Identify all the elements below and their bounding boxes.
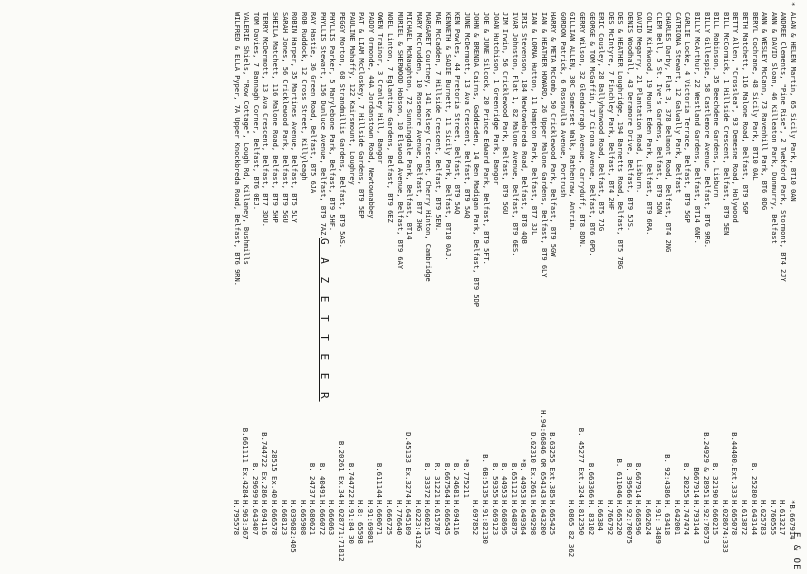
entry-name-address: BETTY Allen, "Crosslea", 93 Demesne Road, Holywood xyxy=(731,12,740,223)
entry-business-phone: B. 92:4386 xyxy=(663,454,673,498)
entry-name-address: IAN & LORNA Hutton, 11 Hampton Park, Belfast, BT7 3JL xyxy=(529,12,538,236)
entry-home-phone: H.694116 xyxy=(452,500,462,536)
entry-name-address: CHARLES Darby, Flat 3, 378 Belmont Road, Belfast, BT4 2NG xyxy=(664,12,673,253)
entry-name-address: SARAH Jones, 56 Cricklewood Park, Belfast, BT9 5GU xyxy=(280,12,289,223)
entry-name-address: JUNE McDermott, 13 Ava Crescent, Belfast, BT9 5AQ xyxy=(462,12,471,219)
entry-home-phone: H.91:82130 xyxy=(481,500,490,544)
entry-business-phone: D.62310 Ex.2661 xyxy=(528,432,538,498)
list-item xyxy=(490,0,500,574)
entry-business-phone: B. 45277 Ext.324 xyxy=(576,427,586,498)
list-item xyxy=(711,0,721,574)
entry-home-phone: H.694116 xyxy=(260,500,270,536)
entry-home-phone: H.648875 xyxy=(509,500,519,536)
page-code: E & OE xyxy=(791,532,801,571)
list-item xyxy=(260,0,270,574)
entry-business-phone: B. 24737 xyxy=(308,462,318,498)
list-item xyxy=(365,0,375,574)
entry-name-address: PEGGY Morton, 68 Strandmillis Gardens, Belfast, BT9 5AS. xyxy=(338,12,347,249)
entry-home-phone: H.666072 xyxy=(317,500,327,536)
entry-home-phone: H.665078 xyxy=(730,500,740,536)
entry-business-phone: B.24929 & 28951 xyxy=(701,432,711,498)
entry-name-address: PHYLLIS Stewart, 156 Dunluce Avenue, Belfast, BT9 7AZ. xyxy=(318,12,327,240)
list-item xyxy=(394,0,404,574)
entry-name-address: MAE McCadden, 7 Hillside Crescent, Belfast, BT9 5EN. xyxy=(434,12,443,232)
entry-business-phone: B. 32190 xyxy=(711,462,721,498)
entry-home-phone: H.66384 xyxy=(596,500,606,531)
entry-business-phone: B.20261 Ex.34 xyxy=(337,440,347,498)
list-item xyxy=(538,0,548,574)
entry-home-phone: H.660215 xyxy=(423,500,433,536)
entry-name-address: OWEN Trainor, 3 Cranley Hill, Bangor xyxy=(376,12,385,164)
list-item xyxy=(384,0,394,574)
entry-home-phone: H.92:70573 xyxy=(701,500,711,544)
entry-name-address: MARY McCrudden, 10 Rosemore Avenue, Belfast, BT7 3HG xyxy=(414,12,423,232)
entry-business-phone: B.661111 Ex.4284 xyxy=(241,427,251,498)
entry-home-phone: H.668123 xyxy=(279,500,289,536)
entry-home-phone: H.793144 xyxy=(692,500,702,536)
entry-business-phone: B.744722 Ex.286 xyxy=(260,432,270,498)
entry-name-address: PADDY Ormonde, 44A Jordanstown Road, Newtownabbey xyxy=(366,12,375,219)
entry-home-phone: H.649364 xyxy=(519,500,529,536)
entry-home-phone: H.613872 xyxy=(740,500,750,536)
list-item xyxy=(768,0,778,574)
list-item xyxy=(317,0,327,574)
entry-home-phone: H.665425 xyxy=(548,500,558,536)
entry-home-phone: H.91:84 30 xyxy=(346,500,356,544)
entry-business-phone: B. 24681 xyxy=(452,462,462,498)
entry-business-phone: B. 29699 xyxy=(250,462,260,498)
entry-business-phone: D.45133 Ex.3274 xyxy=(404,432,414,498)
entry-name-address: MURIEL & SHERWOOD Hobson, 10 Elswood Avenue, Belfast, BT9 6AY xyxy=(395,12,404,270)
entry-home-phone: H.668695 xyxy=(500,500,510,536)
list-item xyxy=(241,0,251,574)
list-item xyxy=(778,0,788,574)
entry-business-phone: B.667564 xyxy=(442,462,452,498)
list-item xyxy=(509,0,519,574)
entry-name-address: GILLIAN ALLEN, 30C Somerset Walk, Rathenraw, Antrim. xyxy=(568,12,577,232)
entry-marker: * xyxy=(788,2,797,7)
entry-home-phone: H.666578 xyxy=(269,500,279,536)
list-item xyxy=(672,0,682,574)
list-item xyxy=(423,0,433,574)
entry-home-phone: H.963:367 xyxy=(241,500,251,540)
entry-home-phone: H. 63418 xyxy=(663,500,673,536)
entry-home-phone: H.91:69801 xyxy=(365,500,375,544)
entry-business-phone: B. 59355 xyxy=(490,462,500,498)
list-item xyxy=(250,0,260,574)
entry-home-phone: H.697852 xyxy=(471,500,481,536)
entry-name-address: GERRY Wilson, 32 Glendarragh Avenue, Carryduff, BT8 8DN. xyxy=(577,12,586,249)
entry-business-phone: B. 40491 xyxy=(317,462,327,498)
entry-name-address: CARLIE Locke, 4 Victoria Terrace, Belfast, BT9 5GP xyxy=(683,12,692,223)
list-item xyxy=(356,0,366,574)
list-item xyxy=(442,0,452,574)
entry-name-address: JIM Irwin, 56 Cricklewood Park, Belfast, BT9 5GU xyxy=(501,12,510,215)
entry-name-address: IAN & HEATHER HOWARD, 26 Upper Malone Gardens, Belfast, BT9 6LY xyxy=(539,12,548,278)
entry-name-address: DES McIntyre, 7 Finchley Park, Belfast, BT4 2HF xyxy=(606,12,615,211)
entry-home-phone: H.645109 xyxy=(404,500,414,536)
list-item xyxy=(701,0,711,574)
entry-home-phone: H.643407 xyxy=(250,500,260,536)
list-item xyxy=(644,0,654,574)
list-item xyxy=(596,0,606,574)
list-item xyxy=(586,0,596,574)
entry-business-phone: B.44400.Ext.333 xyxy=(730,432,740,498)
entry-name-address: ROBIN Harper, 35 Martines Avenue, Belfast, BT5 5LY xyxy=(290,12,299,223)
list-item xyxy=(279,0,289,574)
list-item xyxy=(739,0,749,574)
entry-home-phone: H.668596 xyxy=(634,500,644,536)
entry-name-address: DAVID Megarry, 21 Plantation Road, Lisburn. xyxy=(635,12,644,194)
entry-business-phone: B.611144 xyxy=(375,462,385,498)
entry-business-phone: B. 611046 xyxy=(615,458,625,498)
list-item xyxy=(567,0,577,574)
list-item xyxy=(605,0,615,574)
entry-name-address: IVAR Johnston, Flat 1, 82 Malone Avenue, Belfast, BT9 6ES. xyxy=(510,12,519,257)
entry-name-address: RAY Hastie, 36 Green Road, Belfast, BT5 6JA xyxy=(309,12,318,194)
entry-name-address: VALERIE Shiels, "Row Cottage", Lough Rd, Killaney, Bushmills xyxy=(242,12,251,265)
list-item xyxy=(471,0,481,574)
entry-home-phone: H.643144 xyxy=(749,500,759,536)
entry-business-phone: B. 33372 xyxy=(423,462,433,498)
entry-name-address: PAULINE Mahaffy, 122 Kairsmount, Loughrey xyxy=(347,12,356,185)
list-item xyxy=(452,0,462,574)
entry-home-phone: H.662624 xyxy=(644,500,654,536)
entry-home-phone: H.028771:71812 xyxy=(337,500,347,562)
entry-name-address: TOM Davies, 7 Bannagh Corner, Belfast, BT6 0EJ. xyxy=(251,12,260,211)
list-item xyxy=(557,0,567,574)
list-item xyxy=(413,0,423,574)
entry-name-address: GORDON Patrick, 6 Rossnulla Avenue, Portrush xyxy=(558,12,567,198)
entry-home-phone: H.660215 xyxy=(711,500,721,536)
entry-name-address: ANN & DAVID Sloan, 46 Killeaton Park, Dunmurry, Belfast xyxy=(769,12,778,244)
entry-name-address: DENIS Woodhall, 43 Deramore Drive, Belfast, BT9 5JS. xyxy=(625,12,634,232)
list-item xyxy=(337,0,347,574)
list-item xyxy=(624,0,634,574)
list-item xyxy=(480,0,490,574)
entry-business-phone: B. 25280 xyxy=(749,462,759,498)
entry-name-address: JOE & JUNE Silcock, 20 Prince Edward Park, Belfast, BT9 5FT. xyxy=(482,12,490,265)
entry-name-address: BERYL Cochrane, 48 Sicily Park, BT10 0AL xyxy=(750,12,759,181)
list-item xyxy=(663,0,673,574)
entry-home-phone: H.666063 xyxy=(327,500,337,536)
list-item xyxy=(289,0,299,574)
entry-business-phone: B.744722 xyxy=(346,462,356,498)
entry-home-phone: H. 83102 xyxy=(586,500,596,536)
entry-name-address: PHYLLIS Parker, 5 Marylebone Park, Belfast, BT9 5HF. xyxy=(328,12,337,232)
entry-home-phone: H.0865 82 362 xyxy=(567,500,577,558)
entry-name-address: CATRIONA Stewart, 12 Galwally Park, Belfast xyxy=(673,12,682,194)
gazetteer-list xyxy=(231,0,797,574)
entry-business-phone: 28515 Ex.40 xyxy=(269,449,279,498)
entry-business-phone: B. 6B:5135 xyxy=(481,454,490,498)
entry-business-phone: B.667914 xyxy=(634,462,644,498)
entry-name-address: MARGARET Courtney, 141 Kelsey Crescent, Cherry Hinton, Cambridge xyxy=(424,12,433,282)
entry-home-phone: H.625783 xyxy=(759,500,769,536)
entry-name-address: NOEL Linton, 7 Eglantine Gardens, Belfast, BT9 6EZ xyxy=(386,12,395,223)
entry-name-address: ROB Ruddock, 12 Cross Street, Killyleagh xyxy=(299,12,308,181)
entry-name-address: PAT & LIAM McCloskey, 7 Hillside Gardens, BT9 5EP xyxy=(357,12,366,219)
entry-name-address: WILFRED & ELLA Pyper, 7A Upper Knockbreda Road, Belfast, BT6 9RN. xyxy=(232,12,241,286)
entry-business-phone: R. 31221 xyxy=(433,462,443,498)
entry-name-address: ANDREE Clements, "Pine Rise", 2 Twekford Park, Stormont, BT4 2JY xyxy=(779,12,788,282)
entry-name-address: BILLY Gillespie, 58 Castlemore Avenue, Belfast, BT6 9RG. xyxy=(702,12,711,249)
entry-home-phone: H.028674:333 xyxy=(720,500,730,553)
entry-home-phone: H.665220 xyxy=(615,500,625,536)
list-item xyxy=(653,0,663,574)
list-item xyxy=(691,0,701,574)
entry-home-phone: H.8: 65598 xyxy=(356,500,366,544)
entry-home-phone: H.91: 3489 xyxy=(653,500,663,544)
list-item xyxy=(787,0,797,574)
entry-business-phone: *B. 44953 xyxy=(519,458,529,498)
list-item xyxy=(730,0,740,574)
list-item xyxy=(298,0,308,574)
entry-business-phone: B. 44953 xyxy=(500,462,510,498)
list-item xyxy=(231,0,241,574)
entry-business-phone: B. 39566 xyxy=(624,462,634,498)
entry-name-address: BILL Robinson, 35 Beechdene Gardens, Lisburn xyxy=(712,12,721,198)
list-item xyxy=(461,0,471,574)
list-item xyxy=(519,0,529,574)
list-item xyxy=(548,0,558,574)
entry-home-phone: H.642001 xyxy=(672,500,682,536)
entry-home-phone: H.0223:4132 xyxy=(413,500,423,549)
entry-home-phone: H.039682:405 xyxy=(289,500,299,553)
entry-name-address: ERIC Cousley, 28 Ballyhanwood Road, Belfast, BT5 7JG xyxy=(597,12,606,232)
entry-name-address: KEN Powles, 44 Pretoria Street, Belfast, BT9 5AQ xyxy=(453,12,462,215)
entry-home-phone: H.649298 xyxy=(528,500,538,536)
entry-business-phone: H.94:66846 OR 654143 xyxy=(538,410,548,498)
list-item xyxy=(308,0,318,574)
list-item xyxy=(346,0,356,574)
entry-name-address: HARRY & META McComb, 50 Cricklewood Park, Belfast, BT9 5GW xyxy=(549,12,558,257)
entry-home-phone: H.615787 xyxy=(433,500,443,536)
list-item xyxy=(500,0,510,574)
entry-name-address: SHEILA Matchett, 116 Malone Road, Belfast, BT9 5HP xyxy=(270,12,279,223)
entry-home-phone: H.666545 xyxy=(442,500,452,536)
entry-name-address: TERRY McDermott, 13 Ava Crescent, Belfast, BT7 3DU. xyxy=(261,12,270,227)
entry-business-phone: B.63255 Ext.385 xyxy=(548,432,558,498)
entry-name-address: GEORGE & TOM McGaffin, 17 Cirona Avenue, Belfast, BT6 6PD. xyxy=(587,12,596,257)
entry-home-phone: H.747474 xyxy=(682,500,692,536)
entry-name-address: ALAN & HELEN Martin, 65 Sicily Park, BT10 0AN xyxy=(789,12,797,202)
entry-business-phone: *B.775211 xyxy=(461,458,471,498)
entry-name-address: JOHN & BRENDA Cairns, Gaddesden, 14 Ben Madigan Park, Belfast, BT9 5DP xyxy=(472,12,481,308)
entry-business-phone: B. 20255 xyxy=(682,462,692,498)
entry-home-phone: H.680621 xyxy=(308,500,318,536)
list-item xyxy=(375,0,385,574)
entry-name-address: KENNETH & SADIE Burnett, 11 Sicily Park, Belfast, BT10 0AJ. xyxy=(443,12,452,261)
entry-home-phone: H.665908 xyxy=(298,500,308,536)
entry-home-phone: H.666725 xyxy=(385,500,395,536)
entry-home-phone: H.92:70075 xyxy=(624,500,634,544)
list-item xyxy=(432,0,442,574)
entry-home-phone: H.660671 xyxy=(375,500,385,536)
entry-name-address: CLEM Bell, 5 St. Ive's Gardens, Belfast, BT9 5DN xyxy=(654,12,663,215)
list-item xyxy=(576,0,586,574)
entry-home-phone: H.669123 xyxy=(490,500,500,536)
entry-name-address: BILLY McArthur, 22 Westland Gardens, Belfast, BT14 6NF. xyxy=(693,12,702,244)
list-item xyxy=(327,0,337,574)
list-item xyxy=(528,0,538,574)
entry-home-phone: H.613217 xyxy=(778,500,788,536)
list-item xyxy=(759,0,769,574)
entry-business-phone: B.663366 xyxy=(586,462,596,498)
list-item xyxy=(749,0,759,574)
entry-home-phone: H.812350 xyxy=(576,500,586,536)
entry-name-address: DES & HEATHER Loughridge, 194 Barnetts Road, Belfast, BT5 7BG xyxy=(616,12,625,270)
entry-home-phone: *B.667914 xyxy=(788,500,797,540)
entry-home-phone: H.643200 xyxy=(538,500,548,536)
entry-home-phone: H.795578 xyxy=(231,500,241,536)
entry-name-address: MICHAEL McNaughton, 72 Sunningdale Park, Belfast, BT14 xyxy=(405,12,414,240)
entry-name-address: BILL McCormick, 1 Hillside Crescent, Belfast, BT9 5EN xyxy=(721,12,730,236)
entry-home-phone: H.776640 xyxy=(394,500,404,536)
entry-business-phone: B667914 xyxy=(692,467,702,498)
entry-home-phone: H.760555 xyxy=(768,500,778,536)
list-item xyxy=(634,0,644,574)
list-item xyxy=(269,0,279,574)
list-item xyxy=(615,0,625,574)
entry-home-phone: H.766792 xyxy=(605,500,615,536)
page-heading: G A Z E T T E E R xyxy=(318,238,331,402)
entry-name-address: IRIS Stevenson, 184 Newtownbreda Road, Belfast, BT8 4QB xyxy=(520,12,529,244)
entry-name-address: BETH Matchett, 116 Malone Road, Belfast, BT9 5GP xyxy=(741,12,750,215)
entry-business-phone: B.651121 xyxy=(509,462,519,498)
entry-name-address: ANN & WESLEY McCann, 73 Ravenhill Park, BT6 0DG xyxy=(760,12,769,211)
list-item xyxy=(720,0,730,574)
list-item xyxy=(682,0,692,574)
entry-name-address: JOAN Hutchison, 1 Greenridge Park, Bangor xyxy=(491,12,500,185)
list-item xyxy=(404,0,414,574)
entry-name-address: COLIN Kirkwood, 19 Mount Eden Park, Belfast, BT9 6RA. xyxy=(645,12,654,236)
